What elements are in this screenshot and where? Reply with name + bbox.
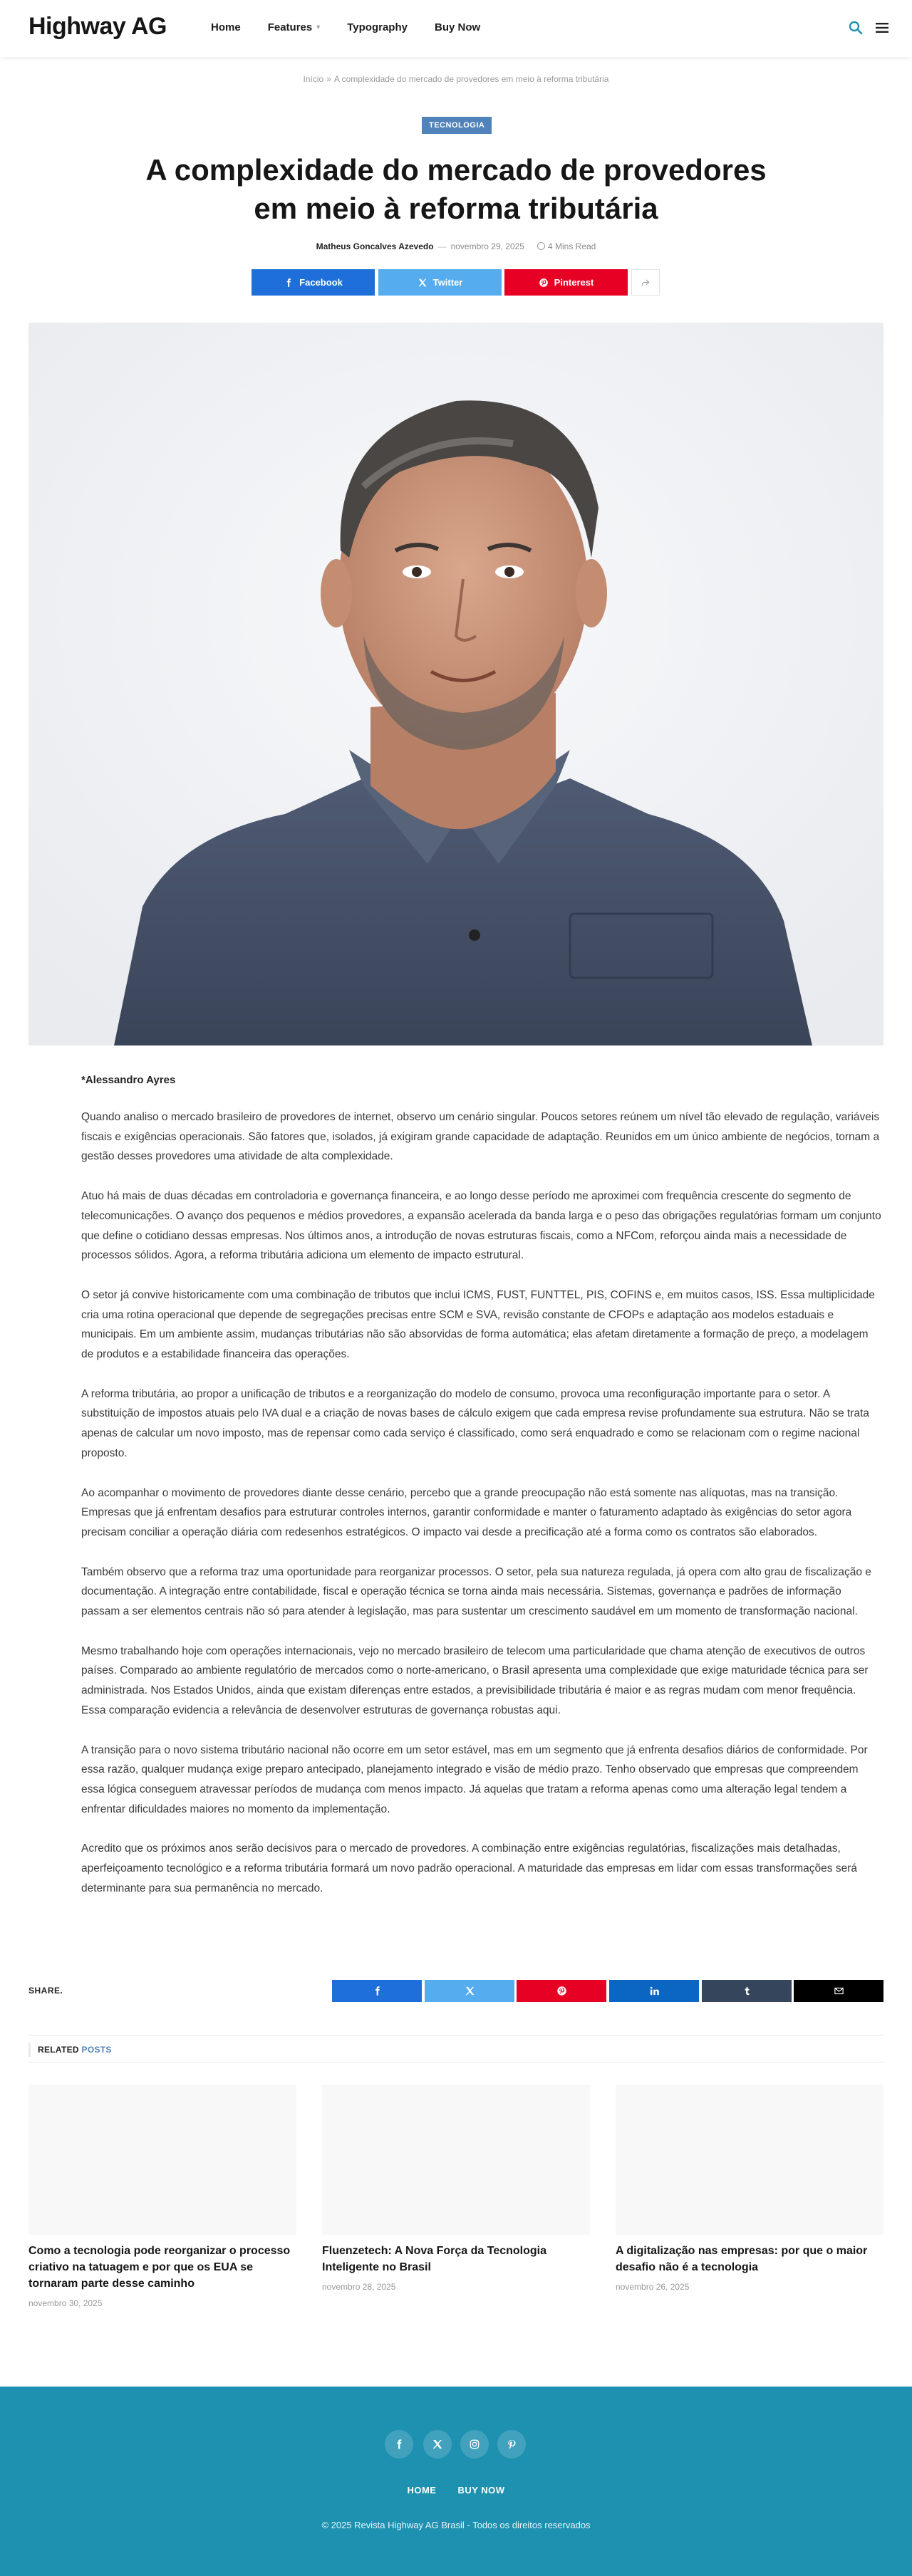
footer-instagram-link[interactable] bbox=[460, 2430, 489, 2458]
article-title bbox=[114, 151, 798, 228]
footer-pinterest-link[interactable] bbox=[497, 2430, 526, 2458]
featured-image bbox=[28, 323, 884, 1045]
related-post-date: novembro 26, 2025 bbox=[616, 2282, 690, 2292]
footer-nav bbox=[0, 2485, 912, 2496]
pinterest-icon bbox=[539, 278, 549, 288]
related-posts-header bbox=[28, 2035, 884, 2063]
share-tumblr-button[interactable] bbox=[702, 1980, 792, 2002]
pinterest-icon bbox=[556, 1986, 567, 1996]
share-pinterest-small-button[interactable] bbox=[517, 1980, 606, 2002]
breadcrumb-separator: » bbox=[326, 74, 331, 84]
share-pinterest-button[interactable] bbox=[504, 269, 628, 296]
related-heading: RELATED bbox=[38, 2045, 79, 2055]
nav-features-label: Features bbox=[267, 21, 313, 33]
footer-link-buy-now[interactable]: BUY NOW bbox=[457, 2485, 505, 2496]
share-more-button[interactable] bbox=[631, 269, 660, 296]
related-post-date: novembro 28, 2025 bbox=[322, 2282, 396, 2292]
facebook-icon bbox=[284, 278, 294, 288]
share-twitter-label: Twitter bbox=[432, 277, 463, 288]
email-icon bbox=[834, 1986, 844, 1996]
x-icon bbox=[418, 278, 428, 288]
share-facebook-small-button[interactable] bbox=[332, 1980, 422, 2002]
footer-facebook-link[interactable] bbox=[385, 2430, 413, 2458]
read-time: 4 Mins Read bbox=[547, 241, 596, 251]
share-facebook-button[interactable] bbox=[252, 269, 375, 296]
instagram-icon bbox=[469, 2439, 480, 2450]
pinterest-icon bbox=[506, 2439, 517, 2450]
article-paragraph: A reforma tributária, ao propor a unificação de tributos e a reorganização do modelo de consumo, provoca uma reconfiguração importante para o setor. A substituição de impostos atuais pelo IVA dual e a criação de novas bases de cálculo exigem que cada empresa revise profundamente sua estrutura. Não se trata apenas de calcular um novo imposto, mas de repensar como cada serviço é classificado, como será enquadrado e como se relacionam com o regime nacional proposto. bbox=[81, 1387, 870, 1459]
share-facebook-label: Facebook bbox=[299, 277, 343, 288]
x-icon bbox=[465, 1986, 475, 1996]
copyright-text: © 2025 Revista Highway AG Brasil - Todos os direitos reservados bbox=[321, 2520, 591, 2530]
main-nav bbox=[211, 21, 480, 33]
nav-home[interactable] bbox=[211, 21, 241, 33]
related-posts-title bbox=[38, 2045, 112, 2055]
article-paragraph: Acredito que os próximos anos serão decisivos para o mercado de provedores. A combinação entre exigências regulatórias, fiscalizações mais detalhadas, aperfeiçoamento tecnológico e a reforma tributária formará um novo padrão operacional. A maturidade das empresas em lidar com essas transformações será determinante para sua permanência no mercado. bbox=[81, 1842, 857, 1894]
site-footer bbox=[0, 2387, 912, 2576]
article-paragraph: Ao acompanhar o movimento de provedores diante desse cenário, percebo que a grande preocupação não está somente nas alíquotas, mas na transição. Empresas que já enfrentam desafios para estruturar controles internos, garantir conformidade e manter o faturamento adaptado às exigências do setor agora precisam conciliar a operação diária com redesenhos estratégicos. O impacto vai desde a precificação até a forma como os contratos são elaborados. bbox=[81, 1486, 852, 1538]
article-body bbox=[81, 1074, 883, 1919]
nav-typography[interactable] bbox=[347, 21, 408, 33]
related-heading-accent: POSTS bbox=[81, 2045, 112, 2055]
article-byline: *Alessandro Ayres bbox=[81, 1074, 176, 1086]
search-icon[interactable] bbox=[848, 20, 864, 36]
related-post-title[interactable]: Fluenzetech: A Nova Força da Tecnologia Inteligente no Brasil bbox=[322, 2245, 547, 2273]
share-linkedin-button[interactable] bbox=[609, 1980, 699, 2002]
nav-home-label: Home bbox=[211, 21, 241, 33]
related-post-date: novembro 30, 2025 bbox=[28, 2298, 103, 2308]
chevron-down-icon: ▾ bbox=[316, 24, 321, 31]
breadcrumb-home[interactable]: Início bbox=[303, 74, 324, 84]
clock-icon bbox=[537, 242, 545, 250]
related-post-image[interactable] bbox=[28, 2085, 296, 2235]
article-paragraph: A transição para o novo sistema tributário nacional não ocorre em um setor estável, mas em um segmento que já enfrenta desafios diários de conformidade. Por essa razão, qualquer mudança exige preparo antecipado, planejamento integrado e visão de médio prazo. Tenho observado que empresas que compreendem essa lógica conseguem atravessar períodos de mudança com menos impacto. Já aquelas que tratam a reforma apenas como uma alteração legal tendem a enfrentar dificuldades maiores no momento da implementação. bbox=[81, 1743, 868, 1815]
post-meta bbox=[0, 241, 912, 251]
article-title-line-2: em meio à reforma tributária bbox=[254, 192, 658, 225]
article-paragraph: Mesmo trabalhando hoje com operações internacionais, vejo no mercado brasileiro de telecom uma particularidade que chama atenção de executivos de outros países. Comparado ao ambiente regulatório de mercados como o norte-americano, o Brasil apresenta uma complexidade que exige maturidade técnica para ser administrada. Nos Estados Unidos, ainda que existam diferenças entre estados, a previsibilidade tributária é maior e as regras mudam com menor frequência. Essa comparação evidencia a relevância de desenvolver estruturas de governança robustas aqui. bbox=[81, 1644, 869, 1716]
menu-icon[interactable] bbox=[875, 21, 889, 35]
post-date: novembro 29, 2025 bbox=[450, 241, 524, 251]
meta-separator: — bbox=[437, 241, 447, 251]
related-post-image[interactable] bbox=[616, 2085, 884, 2235]
site-logo[interactable]: Highway AG bbox=[28, 13, 167, 40]
facebook-icon bbox=[393, 2439, 405, 2450]
linkedin-icon bbox=[649, 1986, 660, 1996]
site-header bbox=[0, 0, 912, 57]
article-paragraph: Quando analiso o mercado brasileiro de provedores de internet, observo um cenário singular. Poucos setores reúnem um nível tão elevado de regulação, variáveis fiscais e exigências operacionais. São fatores que, isolados, já exigiram grande capacidade de adaptação. Reunidos em um único ambiente de negócios, tornam a gestão desses provedores uma atividade de alta complexidade. bbox=[81, 1111, 880, 1163]
nav-buy-now-label: Buy Now bbox=[434, 21, 481, 33]
facebook-icon bbox=[372, 1986, 383, 1996]
share-twitter-small-button[interactable] bbox=[425, 1980, 514, 2002]
article-title-line-1: A complexidade do mercado de provedores bbox=[145, 153, 767, 187]
author-name[interactable]: Matheus Goncalves Azevedo bbox=[316, 241, 434, 251]
nav-typography-label: Typography bbox=[347, 21, 408, 33]
breadcrumb-current: A complexidade do mercado de provedores em meio à reforma tributária bbox=[333, 74, 609, 84]
share-icon bbox=[641, 278, 651, 288]
share-pinterest-label: Pinterest bbox=[554, 277, 594, 288]
breadcrumb bbox=[0, 74, 912, 84]
nav-buy-now[interactable] bbox=[435, 21, 480, 33]
related-post-title[interactable]: A digitalização nas empresas: por que o maior desafio não é a tecnologia bbox=[616, 2245, 868, 2273]
share-email-button[interactable] bbox=[794, 1980, 884, 2002]
tumblr-icon bbox=[742, 1986, 752, 1996]
article-paragraph: O setor já convive historicamente com uma combinação de tributos que inclui ICMS, FUST, FUNTTEL, PIS, COFINS e, em muitos casos, ISS. Essa multiplicidade cria uma rotina operacional que depende de segregações precisas entre SCM e SVA, revisão constante de CFOPs e adaptação aos modelos estaduais e municipais. Em um ambiente assim, mudanças tributárias não são absorvidas de forma automática; elas afetam diretamente a formação de preço, a modelagem de produtos e a estabilidade financeira das operações. bbox=[81, 1288, 875, 1361]
category-badge[interactable]: TECNOLOGIA bbox=[422, 117, 492, 134]
article-paragraph: Atuo há mais de duas décadas em controladoria e governança financeira, e ao longo desse período me aproximei com frequência crescente do segmento de telecomunicações. O avanço dos pequenos e médios provedores, a expansão acelerada da banda larga e o peso das obrigações regulatórias formam um conjunto que define o cotidiano dessas empresas. Nos últimos anos, a introdução de novas estruturas fiscais, como a NFCom, reforçou ainda mais a necessidade de processos sólidos. Agora, a reforma tributária adiciona um elemento de impacto estrutural. bbox=[81, 1190, 881, 1262]
related-post-title[interactable]: Como a tecnologia pode reorganizar o processo criativo na tatuagem e por que os EUA se tornaram parte desse caminho bbox=[28, 2245, 291, 2290]
share-twitter-button[interactable] bbox=[378, 269, 502, 296]
x-icon bbox=[432, 2439, 443, 2450]
related-accent-bar bbox=[28, 2043, 31, 2057]
footer-x-link[interactable] bbox=[423, 2430, 452, 2458]
share-label: SHARE. bbox=[28, 1986, 63, 1996]
related-post-image[interactable] bbox=[322, 2085, 590, 2235]
article-paragraph: Também observo que a reforma traz uma oportunidade para reorganizar processos. O setor, pela sua natureza regulada, já opera com alto grau de fiscalização e documentação. A integração entre contabilidade, fiscal e operação técnica se torna ainda mais necessária. Sistemas, governança e padrões de informação passam a ser elementos centrais não só para atender à legislação, mas para sustentar um crescimento saudável em um momento de transformação nacional. bbox=[81, 1565, 871, 1618]
footer-link-home[interactable]: HOME bbox=[407, 2485, 437, 2496]
nav-features[interactable] bbox=[268, 21, 321, 33]
